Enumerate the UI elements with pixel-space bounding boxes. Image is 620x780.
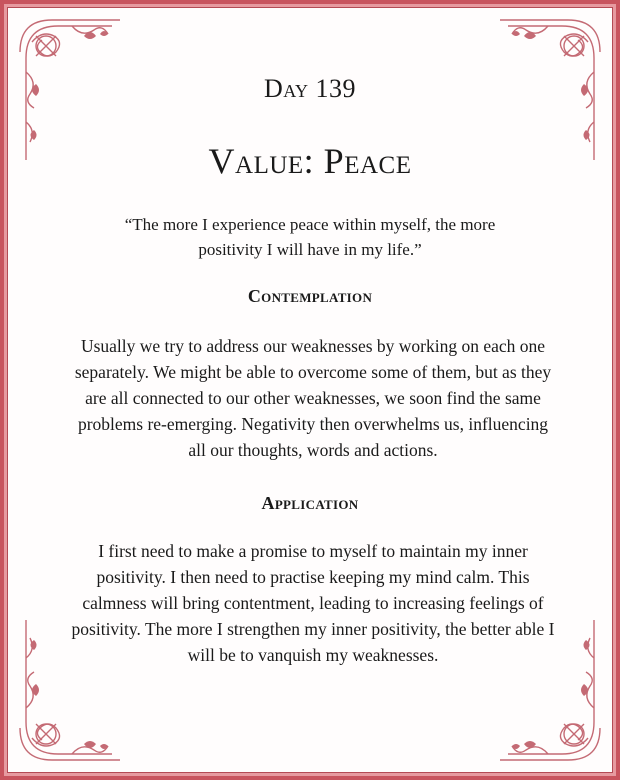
contemplation-heading: Contemplation	[247, 286, 373, 306]
contemplation-text: Usually we try to address our weaknesses by working on each one separately. We might be able to overcome some of them, but as they are all connected to our other weaknesses, we soon find the same problems re-emerging. Negativity then overwhelms us, influencing all our thoughts, words and actions.	[74, 336, 552, 460]
application-text: I first need to make a promise to myself to maintain my inner positivity. I then need to practise keeping my mind calm. This calmness will bring contentment, leading to increasing feelings of positivity. The more I strengthen my inner positivity, the better able I will be to vanquish my weaknesses.	[71, 541, 555, 665]
application-heading: Application	[261, 493, 359, 513]
border-outer	[4, 4, 616, 776]
quote: “The more I experience peace within myself, the more positivity I will have in my life.”	[124, 215, 496, 259]
page-content	[68, 8, 555, 668]
value-title: Value: Peace	[208, 141, 412, 181]
page-body	[7, 7, 613, 773]
day-title: Day 139	[263, 74, 357, 103]
